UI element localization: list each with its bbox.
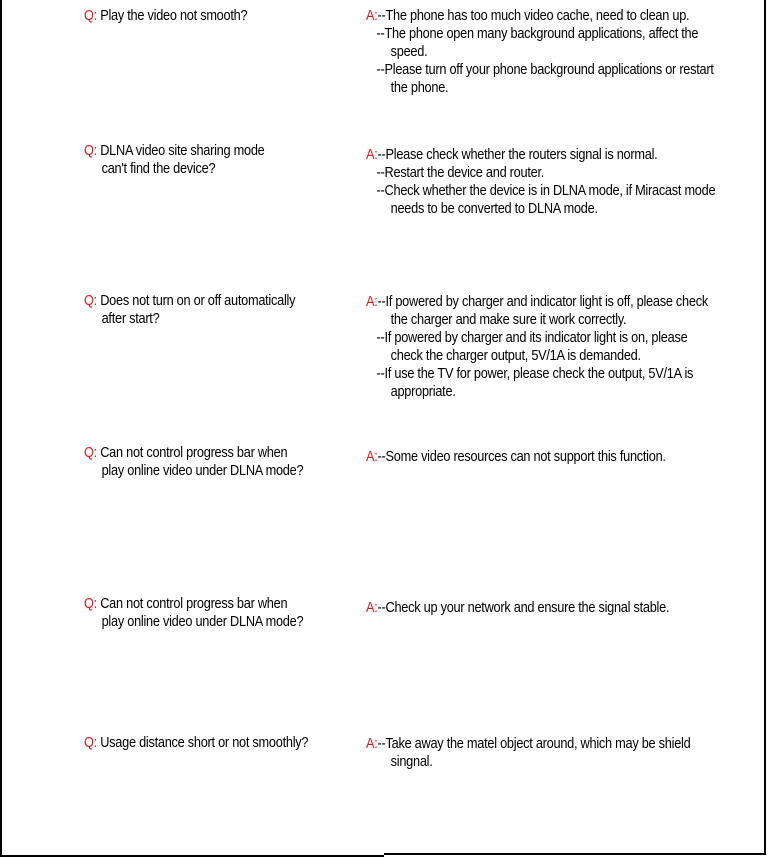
faq-question	[84, 292, 322, 328]
faq-answer	[366, 293, 768, 401]
question-text: after start?	[101, 311, 160, 327]
question-text: DLNA video site sharing mode	[96, 143, 265, 159]
faq-answer	[366, 7, 768, 97]
answer-line: A:--Please check whether the routers signal is normal.	[366, 147, 658, 163]
answer-line: --The phone open many background applications, affect the	[376, 26, 699, 42]
question-text: play online video under DLNA mode?	[101, 463, 304, 479]
frame-border-right	[764, 0, 766, 855]
answer-line: --Restart the device and router.	[376, 165, 545, 181]
question-label: Q:	[84, 735, 97, 751]
faq-answer	[366, 599, 768, 617]
answer-line: A:--Some video resources can not support this function.	[366, 449, 666, 465]
question-text: Can not control progress bar when	[96, 596, 288, 612]
question-text: Usage distance short or not smoothly?	[96, 735, 309, 751]
answer-line: singnal.	[390, 754, 433, 770]
faq-question	[84, 595, 322, 631]
question-text: Does not turn on or off automatically	[96, 293, 296, 309]
answer-line: A:--Take away the matel object around, which may be shield	[366, 736, 691, 752]
question-label: Q:	[84, 445, 97, 461]
answer-label: A:	[366, 449, 378, 465]
question-text: Play the video not smooth?	[96, 8, 248, 24]
answer-line: check the charger output, 5V/1A is demanded.	[390, 348, 641, 364]
answer-label: A:	[366, 8, 378, 24]
answer-line: A:--The phone has too much video cache, need to clean up.	[366, 8, 690, 24]
answer-line: --Please turn off your phone background applications or restart	[376, 62, 714, 78]
faq-question	[84, 142, 322, 178]
answer-line: the phone.	[390, 80, 449, 96]
answer-label: A:	[366, 147, 378, 163]
answer-label: A:	[366, 736, 378, 752]
answer-line: --If use the TV for power, please check the output, 5V/1A is	[376, 366, 694, 382]
answer-line: appropriate.	[390, 384, 456, 400]
answer-label: A:	[366, 294, 378, 310]
faq-answer	[366, 146, 768, 218]
answer-line: speed.	[390, 44, 428, 60]
answer-line: needs to be converted to DLNA mode.	[390, 201, 598, 217]
frame-border-left	[0, 0, 2, 857]
question-label: Q:	[84, 8, 97, 24]
answer-line: --Check whether the device is in DLNA mode, if Miracast mode	[376, 183, 716, 199]
faq-question	[84, 444, 322, 480]
question-label: Q:	[84, 143, 97, 159]
question-text: Can not control progress bar when	[96, 445, 288, 461]
question-label: Q:	[84, 596, 97, 612]
question-text: can't find the device?	[101, 161, 216, 177]
answer-line: A:--Check up your network and ensure the signal stable.	[366, 600, 670, 616]
frame-border-bottom-right	[384, 853, 766, 855]
question-text: play online video under DLNA mode?	[101, 614, 304, 630]
faq-question	[84, 7, 322, 25]
answer-line: --If powered by charger and its indicator light is on, please	[376, 330, 688, 346]
answer-line: the charger and make sure it work correctly.	[390, 312, 627, 328]
question-label: Q:	[84, 293, 97, 309]
faq-question	[84, 734, 322, 752]
answer-line: A:--If powered by charger and indicator light is off, please check	[366, 294, 708, 310]
faq-answer	[366, 735, 768, 771]
faq-answer	[366, 448, 768, 466]
answer-label: A:	[366, 600, 378, 616]
